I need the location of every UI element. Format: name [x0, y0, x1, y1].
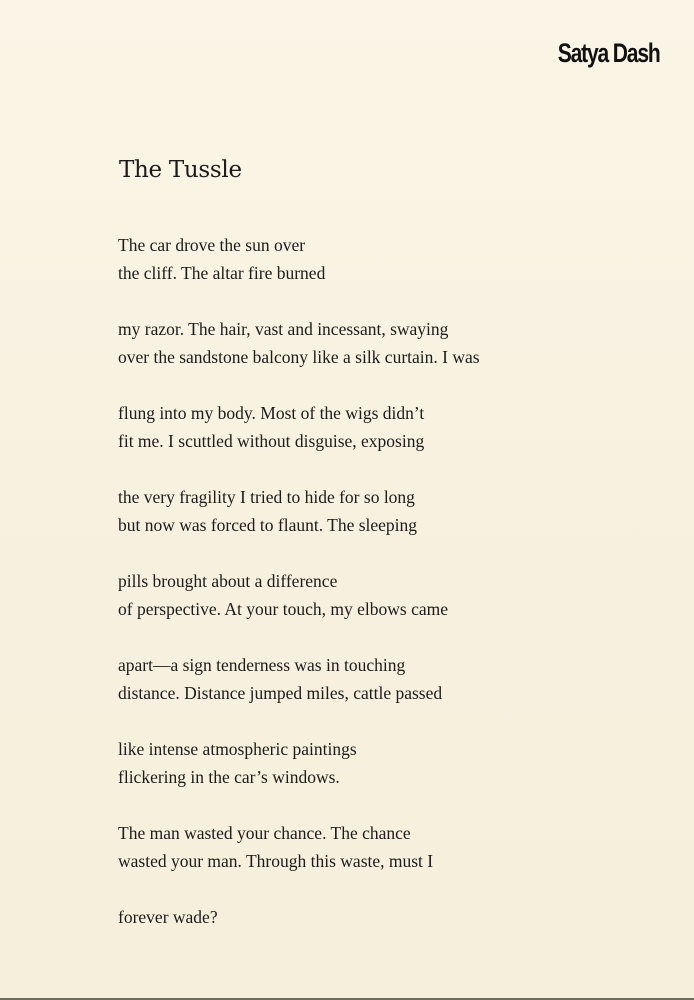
stanza-5	[118, 567, 480, 623]
poem-line: the cliff. The altar fire burned	[118, 263, 326, 283]
poem-line: flung into my body. Most of the wigs didn’t	[118, 403, 425, 423]
stanza-3	[118, 399, 480, 455]
poem-line: The man wasted your chance. The chance	[118, 823, 411, 843]
poem-line: like intense atmospheric paintings	[118, 739, 357, 759]
poem-line: flickering in the car’s windows.	[118, 767, 340, 787]
stanza-4	[118, 483, 480, 539]
poem-line: over the sandstone balcony like a silk curtain. I was	[118, 347, 480, 367]
poem-line: forever wade?	[118, 907, 218, 927]
stanza-8	[118, 819, 480, 875]
stanza-1	[118, 231, 480, 287]
poem-line: distance. Distance jumped miles, cattle passed	[118, 683, 443, 703]
poem-line: of perspective. At your touch, my elbows came	[118, 599, 448, 619]
poem-line: apart—a sign tenderness was in touching	[118, 655, 406, 675]
poem-line: wasted your man. Through this waste, must I	[118, 851, 434, 871]
poem-line: fit me. I scuttled without disguise, exposing	[118, 431, 425, 451]
poem-title: The Tussle	[119, 157, 242, 183]
poem-line: my razor. The hair, vast and incessant, swaying	[118, 319, 449, 339]
poem-line: the very fragility I tried to hide for so long	[118, 487, 415, 507]
stanza-2	[118, 315, 480, 371]
author-name: Satya Dash	[558, 38, 660, 68]
poem-line: but now was forced to flaunt. The sleeping	[118, 515, 418, 535]
poem-body	[118, 231, 480, 959]
stanza-9	[118, 903, 480, 931]
stanza-7	[118, 735, 480, 791]
stanza-6	[118, 651, 480, 707]
poem-line: pills brought about a difference	[118, 571, 338, 591]
poem-line: The car drove the sun over	[118, 235, 306, 255]
